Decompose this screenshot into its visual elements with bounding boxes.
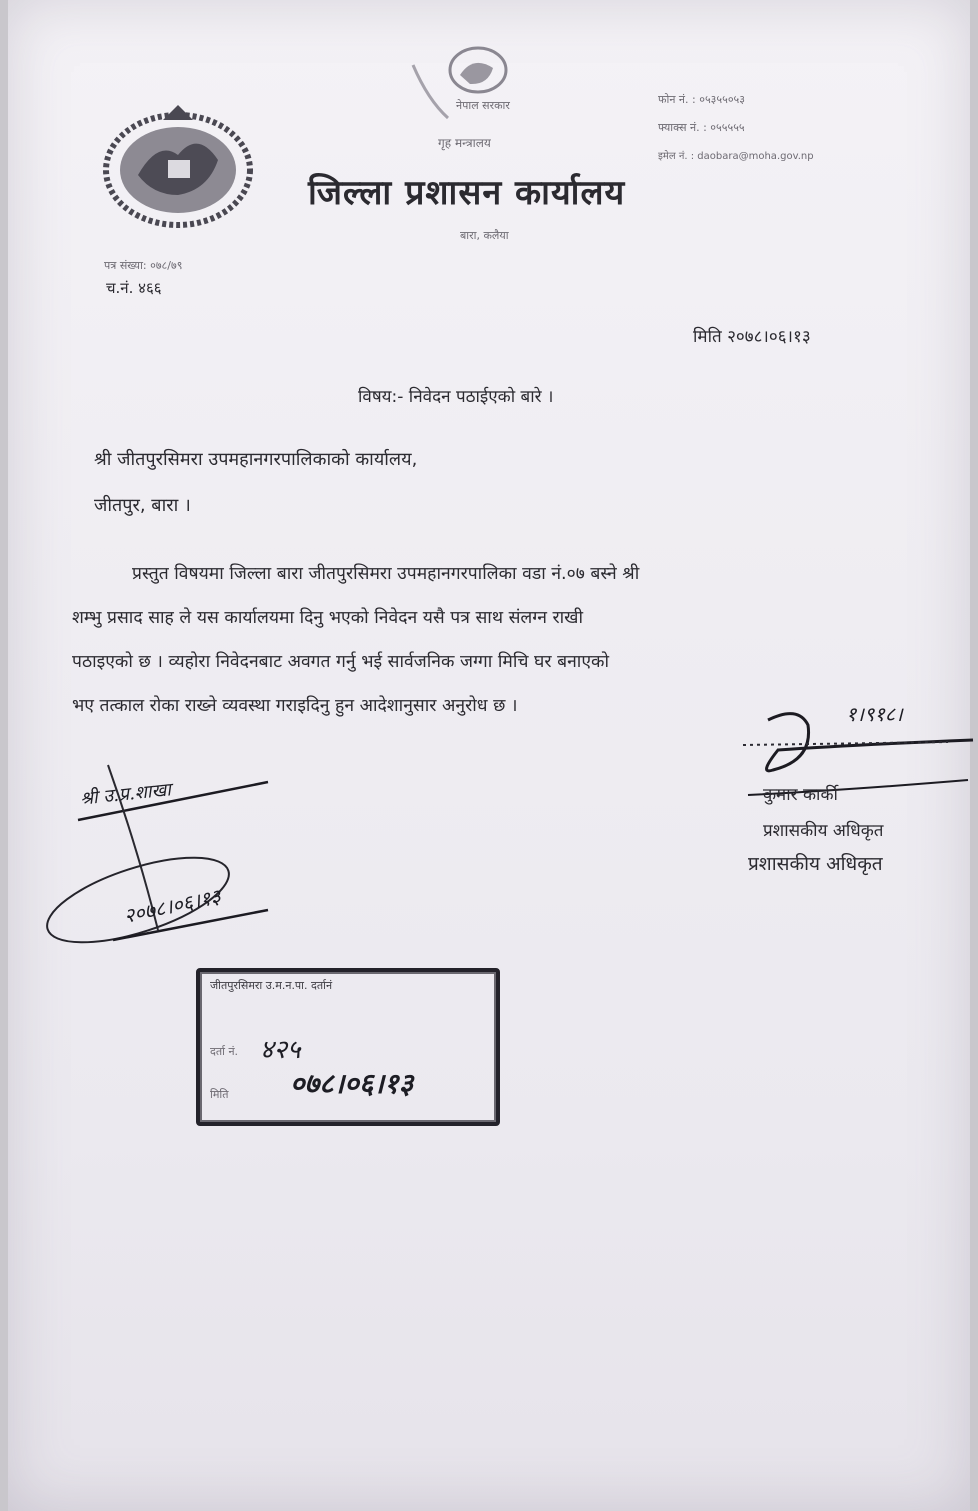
stamp-reg-label: दर्ता नं. [210, 1045, 239, 1058]
gov-line2: गृह मन्त्रालय [438, 136, 491, 150]
contact-phone: फोन नं. : ०५३५५०५३ [658, 93, 745, 106]
nepal-emblem-icon [98, 100, 258, 230]
addressee-line1: श्री जीतपुरसिमरा उपमहानगरपालिकाको कार्यालय, [94, 449, 418, 470]
body-line: भए तत्काल रोका राख्ने व्यवस्था गराइदिनु हुन आदेशानुसार अनुरोध छ । [72, 696, 518, 716]
office-title: जिल्ला प्रशासन कार्यालय [308, 173, 626, 213]
signatory-title: प्रशासकीय अधिकृत [763, 821, 884, 841]
contact-fax: फ्याक्स नं. : ०५५५५५ [658, 121, 745, 134]
letter-subject: विषय:- निवेदन पठाईएको बारे । [358, 387, 554, 407]
office-place: बारा, कलैया [460, 229, 509, 242]
addressee-line2: जीतपुर, बारा । [94, 495, 191, 516]
contact-email: इमेल नं. : daobara@moha.gov.np [658, 151, 814, 162]
signature-initials: १।९१८। [846, 702, 903, 726]
letter-paper [8, 0, 970, 1511]
letter-date: मिति २०७८।०६।१३ [693, 327, 811, 347]
registration-stamp [196, 968, 500, 1126]
stamp-date-label: मिति [210, 1088, 229, 1101]
gov-line1: नेपाल सरकार [456, 99, 510, 112]
stamp-header: जीतपुरसिमरा उ.म.न.पा. दर्तानं [210, 979, 333, 992]
body-line: प्रस्तुत विषयमा जिल्ला बारा जीतपुरसिमरा उपमहानगरपालिका वडा नं.०७ बस्ने श्री [132, 564, 640, 584]
handwritten-note-line1: श्री उ.प्र.शाखा [79, 779, 172, 810]
stamp-reg-value: ४२५ [260, 1035, 301, 1065]
signatory-name: कुमार कार्की [763, 785, 838, 805]
stamp-date-value: ०७८।०६।१३ [290, 1067, 414, 1100]
signatory-title-stamp: प्रशासकीय अधिकृत [748, 853, 883, 875]
body-line: पठाइएको छ । व्यहोरा निवेदनबाट अवगत गर्नु भई सार्वजनिक जग्गा मिचि घर बनाएको [72, 652, 609, 672]
dispatch-number: च.नं. ४६६ [106, 279, 162, 297]
handwritten-note-line2: २०७८।०६।१३ [121, 884, 223, 928]
body-line: शम्भु प्रसाद साह ले यस कार्यालयमा दिनु भएको निवेदन यसै पत्र साथ संलग्न राखी [72, 608, 584, 628]
handwritten-marks [28, 760, 318, 980]
letter-number: पत्र संख्या: ०७८/७९ [104, 259, 183, 272]
